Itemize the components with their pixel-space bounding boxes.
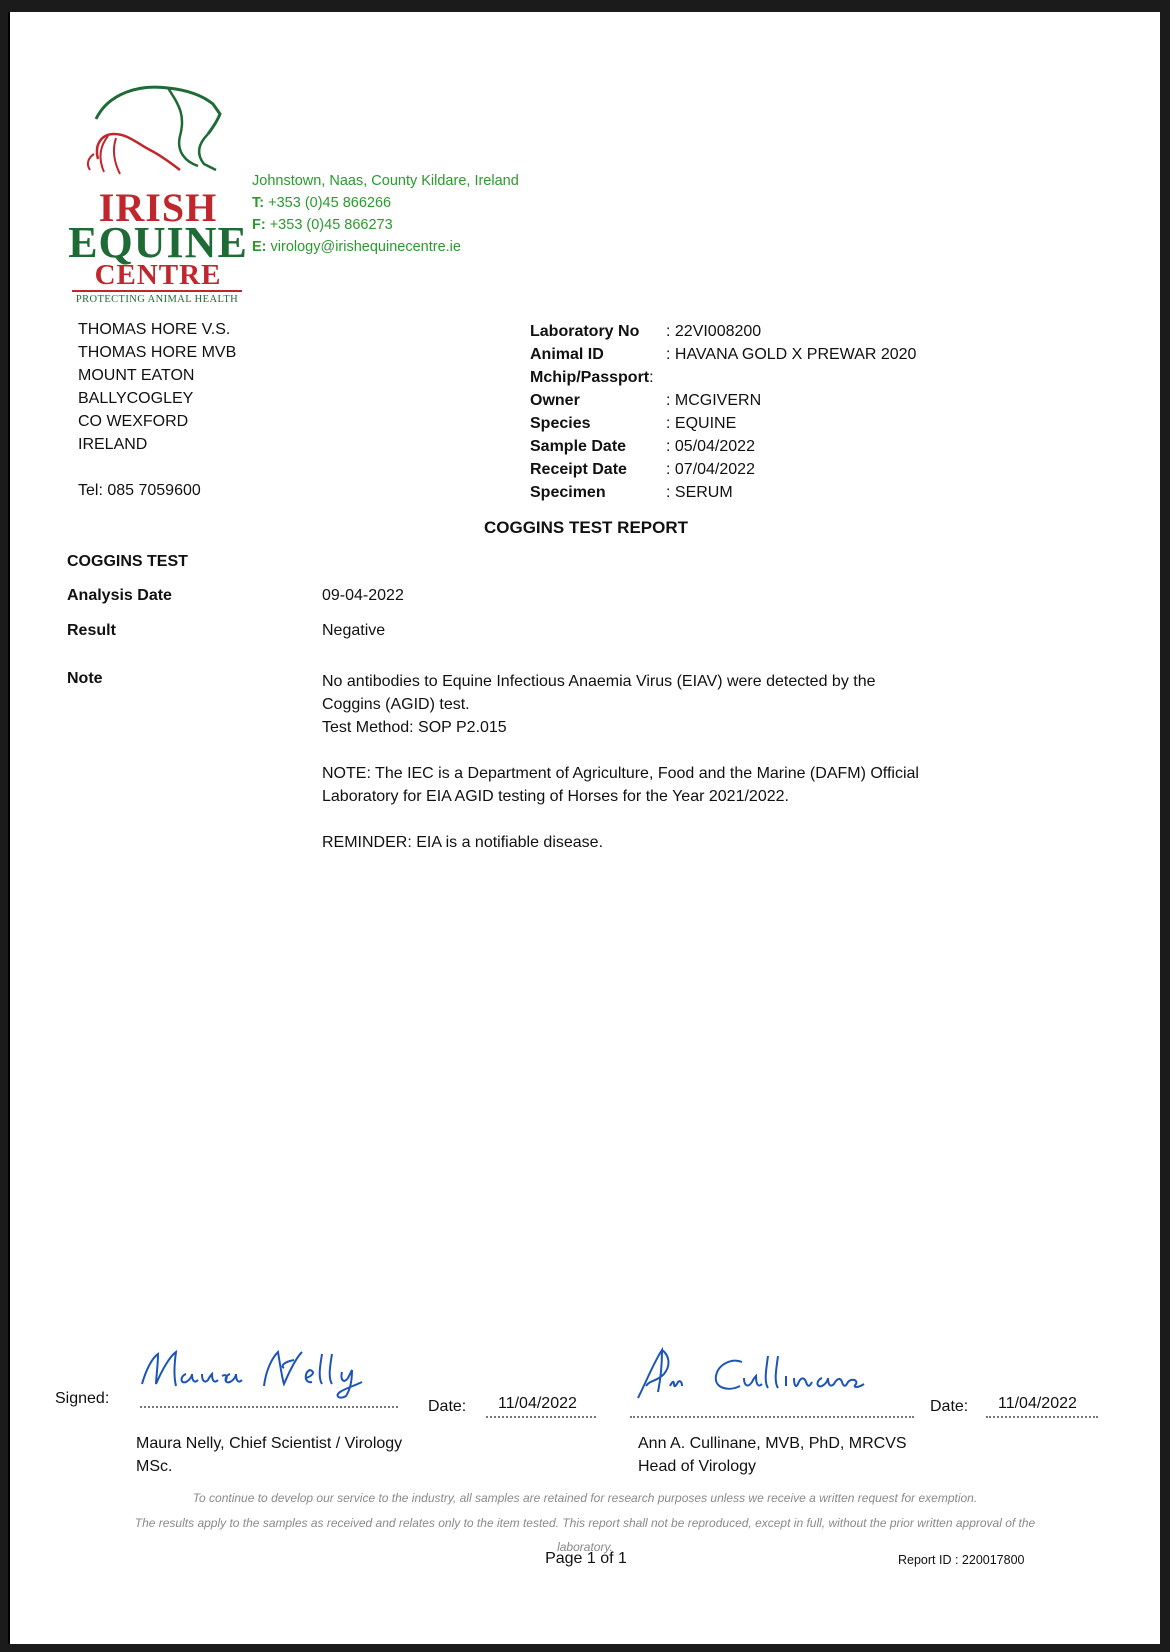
note-paragraph: REMINDER: EIA is a notifiable disease. bbox=[322, 834, 604, 851]
sample-label: Receipt Date bbox=[530, 461, 627, 478]
date-line bbox=[486, 1416, 596, 1418]
signature-line bbox=[630, 1416, 914, 1418]
lab-email bbox=[252, 236, 519, 258]
lab-contact-block bbox=[252, 170, 519, 258]
signature-ann-cullinane bbox=[632, 1342, 872, 1404]
sample-row bbox=[530, 366, 916, 389]
recipient-address bbox=[78, 318, 236, 502]
date-label: Date: bbox=[930, 1398, 969, 1415]
handwritten-signature bbox=[134, 1340, 406, 1400]
logo-divider bbox=[72, 290, 242, 292]
note-label: Note bbox=[67, 670, 103, 687]
retention-note: To continue to develop our service to the industry, all samples are retained for research purposes unless we receive a written request for exemption. bbox=[192, 1491, 978, 1505]
report-page bbox=[8, 12, 1160, 1644]
recipient-tel: Tel: 085 7059600 bbox=[78, 482, 201, 499]
horse-logo-icon bbox=[68, 74, 248, 184]
sample-value: : SERUM bbox=[666, 484, 733, 501]
sample-label: Mchip/Passport bbox=[530, 369, 650, 386]
disclaimer-note: The results apply to the samples as received and relates only to the item tested. This report shall not be reproduced, except in full, without the prior written approval of the laboratory. bbox=[134, 1516, 1036, 1554]
analysis-date-value: 09-04-2022 bbox=[322, 587, 404, 604]
date-line bbox=[986, 1416, 1098, 1418]
sample-row bbox=[530, 435, 916, 458]
logo-word-irish: IRISH bbox=[98, 185, 218, 230]
sample-row bbox=[530, 458, 916, 481]
sample-value: : EQUINE bbox=[666, 415, 737, 432]
result-label: Result bbox=[67, 622, 116, 639]
fax-label: F: bbox=[252, 217, 266, 233]
signatory-right bbox=[638, 1432, 907, 1478]
sample-label: Specimen bbox=[530, 484, 606, 501]
address-line: THOMAS HORE MVB bbox=[78, 344, 237, 361]
page-number: Page 1 of 1 bbox=[545, 1550, 627, 1567]
sample-label: Species bbox=[530, 415, 591, 432]
address-line: CO WEXFORD bbox=[78, 413, 189, 430]
address-line: IRELAND bbox=[78, 436, 148, 453]
fax-value: +353 (0)45 866273 bbox=[269, 217, 393, 233]
signatory-credentials: MSc. bbox=[136, 1458, 173, 1475]
report-id: Report ID : 220017800 bbox=[898, 1553, 1025, 1567]
sample-row bbox=[530, 343, 916, 366]
sample-label: Animal ID bbox=[530, 346, 604, 363]
phone-value: +353 (0)45 866266 bbox=[268, 195, 392, 211]
sample-row bbox=[530, 412, 916, 435]
result-value: Negative bbox=[322, 622, 386, 639]
sample-label: Owner bbox=[530, 392, 580, 409]
irish-equine-centre-logo bbox=[68, 74, 248, 314]
email-value: virology@irishequinecentre.ie bbox=[270, 239, 461, 255]
sample-label: Laboratory No bbox=[530, 323, 640, 340]
sign-date-left: 11/04/2022 bbox=[498, 1395, 577, 1412]
address-line: BALLYCOGLEY bbox=[78, 390, 194, 407]
signatory-name: Ann A. Cullinane, MVB, PhD, MRCVS bbox=[638, 1435, 907, 1452]
signatory-left bbox=[136, 1432, 402, 1478]
sample-value: : 07/04/2022 bbox=[666, 461, 755, 478]
lab-phone bbox=[252, 192, 519, 214]
logo-word-equine: EQUINE bbox=[68, 218, 248, 267]
sample-value: : MCGIVERN bbox=[666, 392, 762, 409]
sample-value: : 22VI008200 bbox=[666, 323, 762, 340]
lab-fax bbox=[252, 214, 519, 236]
sample-label: Sample Date bbox=[530, 438, 627, 455]
logo-tagline: PROTECTING ANIMAL HEALTH bbox=[75, 294, 239, 305]
lab-address: Johnstown, Naas, County Kildare, Ireland bbox=[252, 173, 519, 189]
signatory-name: Maura Nelly, Chief Scientist / Virology bbox=[136, 1435, 403, 1452]
note-paragraph: No antibodies to Equine Infectious Anaemia Virus (EIAV) were detected by the Coggins (AGID) test. Test Method: SOP P2.015 bbox=[322, 673, 876, 736]
sample-row bbox=[530, 481, 916, 504]
sample-value: : bbox=[649, 369, 654, 386]
email-label: E: bbox=[252, 239, 267, 255]
note-block bbox=[322, 670, 922, 877]
signatory-title: Head of Virology bbox=[638, 1458, 756, 1475]
sample-details bbox=[530, 320, 916, 504]
note-paragraph: NOTE: The IEC is a Department of Agriculture, Food and the Marine (DAFM) Official Laboratory for EIA AGID testing of Horses for the Year 2021/2022. bbox=[322, 765, 919, 805]
sign-date-right: 11/04/2022 bbox=[998, 1395, 1077, 1412]
signed-label: Signed: bbox=[55, 1390, 110, 1407]
test-name: COGGINS TEST bbox=[67, 553, 188, 570]
sample-value: : 05/04/2022 bbox=[666, 438, 755, 455]
signature-line bbox=[140, 1406, 398, 1408]
signature-maura-nelly bbox=[134, 1340, 406, 1400]
sample-value: : HAVANA GOLD X PREWAR 2020 bbox=[666, 346, 917, 363]
report-title: COGGINS TEST REPORT bbox=[483, 518, 689, 537]
address-line: THOMAS HORE V.S. bbox=[78, 321, 231, 338]
logo-word-centre: CENTRE bbox=[94, 259, 222, 291]
analysis-date-label: Analysis Date bbox=[67, 587, 172, 604]
sample-row bbox=[530, 389, 916, 412]
address-line: MOUNT EATON bbox=[78, 367, 195, 384]
sample-row bbox=[530, 320, 916, 343]
handwritten-signature bbox=[632, 1342, 872, 1404]
phone-label: T: bbox=[252, 195, 265, 211]
date-label: Date: bbox=[428, 1398, 467, 1415]
